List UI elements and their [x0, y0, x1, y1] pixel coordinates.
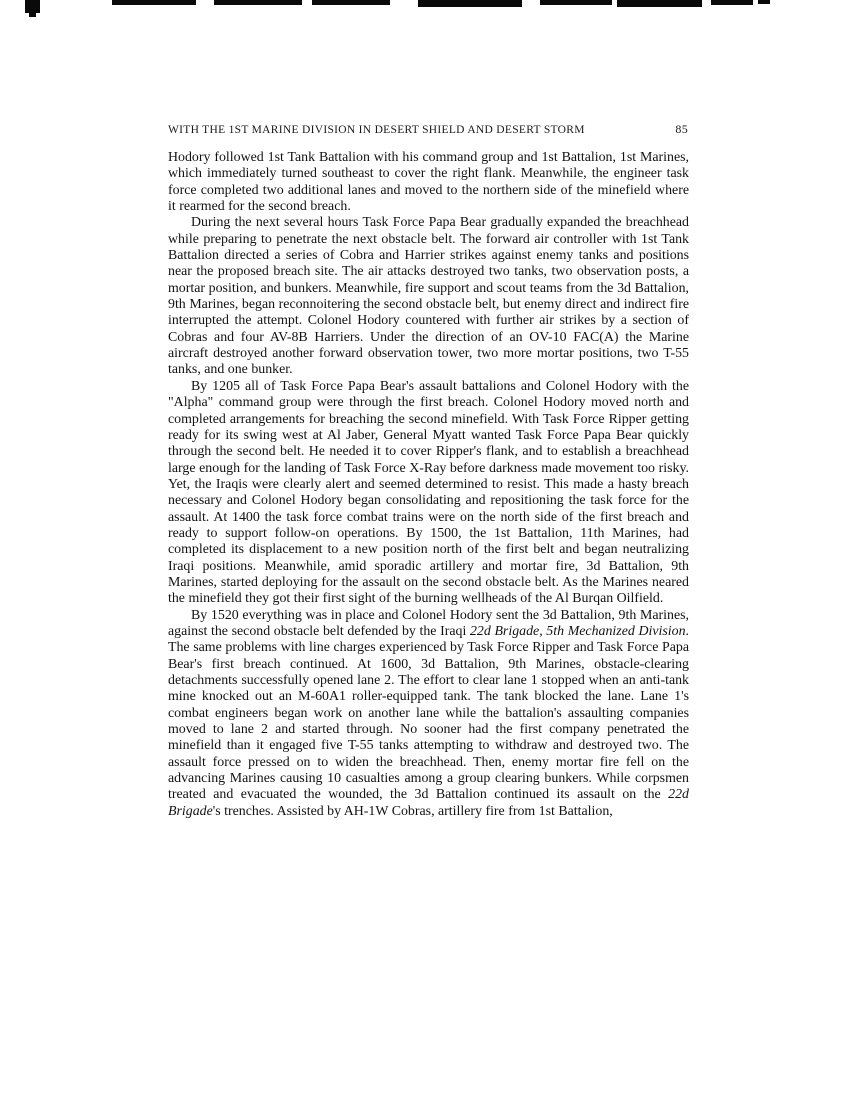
- running-header: [168, 122, 688, 137]
- text-segment: 's trenches. Assisted by AH-1W Cobras, artillery fire from 1st Battalion,: [212, 803, 613, 819]
- scan-artifact: [112, 0, 196, 5]
- text-segment: During the next several hours Task Force Papa Bear gradually expanded the breachhead while preparing to penetrate the next obstacle belt. The forward air controller with 1st Tank Battalion directed a series of Cobra and Harrier strikes against enemy tanks and positions near the proposed breach site. The air attacks destroyed two tanks, two observation posts, a mortar position, and bunkers. Meanwhile, fire support and scout teams from the 3d Battalion, 9th Marines, began reconnoitering the second obstacle belt, but enemy direct and indirect fire interrupted the attempt. Colonel Hodory countered with further air strikes by a section of Cobras and four AV-8B Harriers. Under the direction of an OV-10 FAC(A) the Marine aircraft destroyed another forward observation tower, two more mortar positions, two T-55 tanks, and one bunker.: [168, 215, 689, 378]
- scan-artifact: [758, 0, 770, 4]
- paragraph: [168, 608, 689, 820]
- text-segment: . The same problems with line charges experienced by Task Force Ripper and Task Force Papa Bear's first breach continued. At 1600, 3d Battalion, 9th Marines, obstacle-clearing detachments successfully opened lane 2. The effort to clear lane 1 stopped when an anti-tank mine knocked out an M-60A1 roller-equipped tank. The tank blocked the lane. Lane 1's combat engineers began work on another lane while the battalion's assaulting companies moved to lane 2 and started through. No sooner had the first company penetrated the minefield than it engaged five T-55 tanks attempting to withdraw and destroyed two. The assault force pressed on to widen the breachhead. Then, enemy mortar fire fell on the advancing Marines causing 10 casualties among a group clearing bunkers. While corpsmen treated and evacuated the wounded, the 3d Battalion continued its assault on the: [168, 623, 690, 803]
- scan-artifact: [617, 0, 702, 7]
- header-title: WITH THE 1ST MARINE DIVISION IN DESERT SHIELD AND DESERT STORM: [168, 124, 585, 136]
- text-segment: By 1520 everything was in place and Colonel Hodory sent the 3d Battalion, 9th Marines, against the second obstacle belt defended by the Iraqi: [168, 607, 689, 639]
- paragraph: [168, 379, 689, 608]
- text-segment: 22d Brigade: [168, 787, 689, 819]
- scan-artifact: [711, 0, 753, 5]
- text-segment: 22d Brigade, 5th Mechanized Division: [469, 623, 686, 639]
- scan-artifact: [25, 0, 40, 13]
- scan-artifact: [418, 0, 522, 7]
- text-segment: By 1205 all of Task Force Papa Bear's assault battalions and Colonel Hodory with the "Alpha" command group were through the first breach. Colonel Hodory moved north and completed arrangements for breaching the second minefield. With Task Force Ripper getting ready for its swing west at Al Jaber, General Myatt wanted Task Force Papa Bear quickly through the second belt. He needed it to cover Ripper's flank, and to establish a breachhead large enough for the landing of Task Force X-Ray before darkness made movement too risky. Yet, the Iraqis were clearly alert and seemed determined to resist. This made a hasty breach necessary and Colonel Hodory began consolidating and repositioning the task force for the assault. At 1400 the task force combat trains were on the north side of the first breach and ready to support follow-on operations. By 1500, the 1st Battalion, 11th Marines, had completed its displacement to a new position north of the first belt and began neutralizing Iraqi positions. Meanwhile, amid sporadic artillery and mortar fire, 3d Battalion, 9th Marines, started deploying for the assault on the second obstacle belt. As the Marines neared the minefield they got their first sight of the burning wellheads of the Al Burqan Oilfield.: [168, 378, 689, 607]
- scan-artifact: [540, 0, 612, 5]
- scan-artifact: [312, 0, 390, 5]
- scan-artifact: [214, 0, 302, 5]
- paragraph: [168, 215, 689, 378]
- page-number: 85: [675, 122, 688, 136]
- scan-artifact: [29, 13, 36, 17]
- text-segment: Hodory followed 1st Tank Battalion with his command group and 1st Battalion, 1st Marines, which immediately turned southeast to cover the right flank. Meanwhile, the engineer task force completed two additional lanes and moved to the northern side of the minefield where it rearmed for the second breach.: [168, 150, 689, 215]
- paragraph: [168, 150, 689, 215]
- page-body: [168, 150, 689, 820]
